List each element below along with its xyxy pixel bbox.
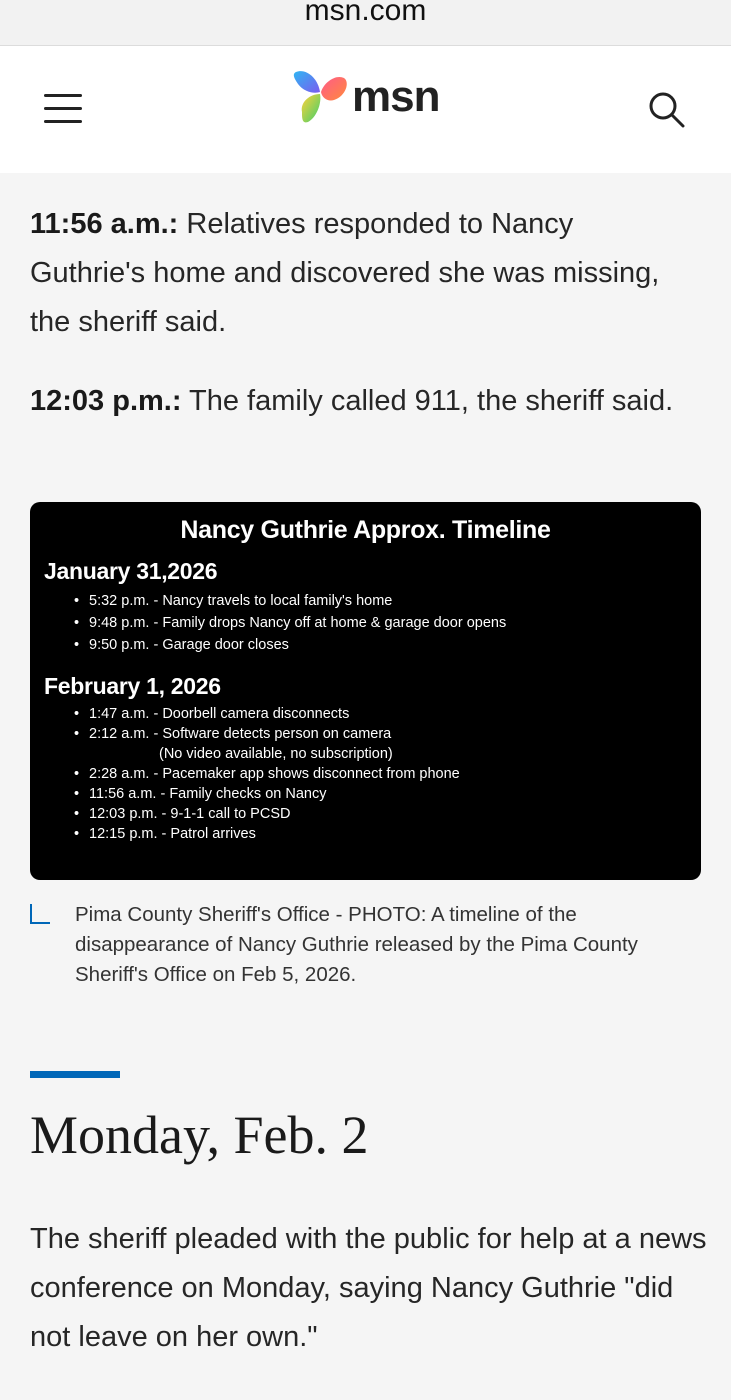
- search-icon[interactable]: [648, 91, 686, 129]
- timeline-item: • 5:32 p.m. - Nancy travels to local family's home: [74, 593, 393, 609]
- entry-time: 12:03 p.m.:: [30, 385, 182, 417]
- url-text[interactable]: msn.com: [304, 0, 427, 27]
- timeline-item: • 9:48 p.m. - Family drops Nancy off at home & garage door opens: [74, 615, 507, 631]
- site-header: [0, 46, 731, 173]
- section-heading: Monday, Feb. 2: [30, 1105, 369, 1165]
- timeline-list: [74, 704, 460, 844]
- timeline-item-note: (No video available, no subscription): [159, 746, 393, 762]
- article-paragraph: The sheriff pleaded with the public for help at a news conference on Monday, saying Nancy Guthrie "did not leave on her own.": [30, 1223, 707, 1353]
- timeline-date: February 1, 2026: [44, 673, 221, 699]
- timeline-item: • 2:12 a.m. - Software detects person on camera: [74, 726, 392, 742]
- logo-text: msn: [352, 72, 440, 121]
- entry-time: 11:56 a.m.:: [30, 208, 179, 240]
- entry-text: Relatives responded to Nancy Guthrie's home and discovered she was missing, the sheriff said.: [30, 208, 660, 338]
- article-paragraph: [30, 200, 690, 347]
- section-divider: [30, 1071, 120, 1078]
- timeline-image[interactable]: [30, 502, 701, 880]
- timeline-list: [74, 590, 506, 656]
- timeline-item: • 1:47 a.m. - Doorbell camera disconnects: [74, 706, 350, 722]
- browser-url-bar[interactable]: [0, 0, 731, 46]
- timeline-item: • 2:28 a.m. - Pacemaker app shows disconnect from phone: [74, 766, 460, 782]
- caption-corner-icon: [30, 904, 50, 924]
- entry-text: The family called 911, the sheriff said.: [181, 385, 674, 417]
- hamburger-menu-icon[interactable]: [44, 94, 84, 122]
- timeline-item: • 11:56 a.m. - Family checks on Nancy: [74, 786, 327, 802]
- article-paragraph: [30, 377, 690, 426]
- msn-butterfly-logo-icon: [290, 68, 350, 126]
- msn-logo[interactable]: [290, 68, 439, 126]
- image-caption: [30, 900, 670, 990]
- caption-text: Pima County Sheriff's Office - PHOTO: A timeline of the disappearance of Nancy Guthrie released by the Pima County Sheriff's Office on Feb 5, 2026.: [75, 903, 638, 986]
- timeline-item: • 12:03 p.m. - 9-1-1 call to PCSD: [74, 806, 291, 822]
- timeline-title: Nancy Guthrie Approx. Timeline: [180, 516, 551, 544]
- timeline-item: • 9:50 p.m. - Garage door closes: [74, 637, 289, 653]
- timeline-item: • 12:15 p.m. - Patrol arrives: [74, 826, 256, 842]
- timeline-date: January 31,2026: [44, 558, 218, 584]
